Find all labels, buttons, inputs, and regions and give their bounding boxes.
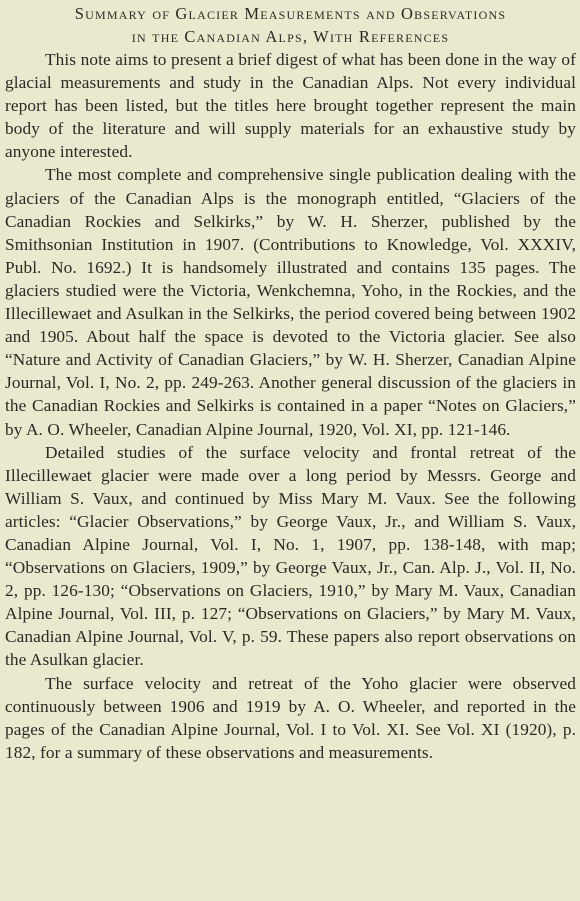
document-title (5, 2, 576, 48)
paragraph-intro: This note aims to present a brief digest of what has been done in the way of glacial measurements and study in the Canadian Alps. Not every individual report has been listed, but the titles here brought together represent the main body of the literature and will supply materials for an exhaustive study by anyone interested. (5, 50, 576, 162)
paragraph-vaux-studies: Detailed studies of the surface velocity and frontal retreat of the Illecillewaet glacier were made over a long period by Messrs. George and William S. Vaux, and continued by Miss Mary M. Vaux. See the following articles: “Glacier Observations,” by George Vaux, Jr., and William S. Vaux, Canadian Alpine Journal, Vol. I, No. 1, 1907, pp. 138-148, with map; “Observations on Glaciers, 1909,” by George Vaux, Jr., Can. Alp. J., Vol. II, No. 2, pp. 126-130; “Observations on Glaciers, 1910,” by Mary M. Vaux, Canadian Alpine Journal, Vol. III, p. 127; “Observations on Glaciers,” by Mary M. Vaux, Canadian Alpine Journal, Vol. V, p. 59. These papers also report observations on the Asulkan glacier. (5, 442, 576, 670)
paragraph-sherzer-monograph: The most complete and comprehensive single publication dealing with the glaciers of the Canadian Alps is the monograph entitled, “Glaciers of the Canadian Rockies and Selkirks,” by W. H. Sherzer, published by the Smithsonian Institution in 1907. (Contributions to Knowledge, Vol. XXXIV, Publ. No. 1692.) It is handsomely illustrated and contains 135 pages. The glaciers studied were the Victoria, Wenkchemna, Yoho, in the Rockies, and the Illecillewaet and Asulkan in the Selkirks, the period covered being between 1902 and 1905. About half the space is devoted to the Victoria glacier. See also “Nature and Activity of Canadian Glaciers,” by W. H. Sherzer, Canadian Alpine Journal, Vol. I, No. 2, pp. 249-263. Another general discussion of the glaciers in the Canadian Rockies and Selkirks is contained in a paper “Notes on Glaciers,” by A. O. Wheeler, Canadian Alpine Journal, 1920, Vol. XI, pp. 121-146. (5, 165, 576, 439)
title-line-1: Summary of Glacier Measurements and Observations (74, 4, 507, 23)
title-line-2: in the Canadian Alps, With References (131, 27, 450, 46)
paragraph-yoho-glacier: The surface velocity and retreat of the Yoho glacier were observed continuously between 1906 and 1919 by A. O. Wheeler, and reported in the pages of the Canadian Alpine Journal, Vol. I to Vol. XI. See Vol. XI (1920), p. 182, for a summary of these observations and measurements. (5, 673, 576, 762)
